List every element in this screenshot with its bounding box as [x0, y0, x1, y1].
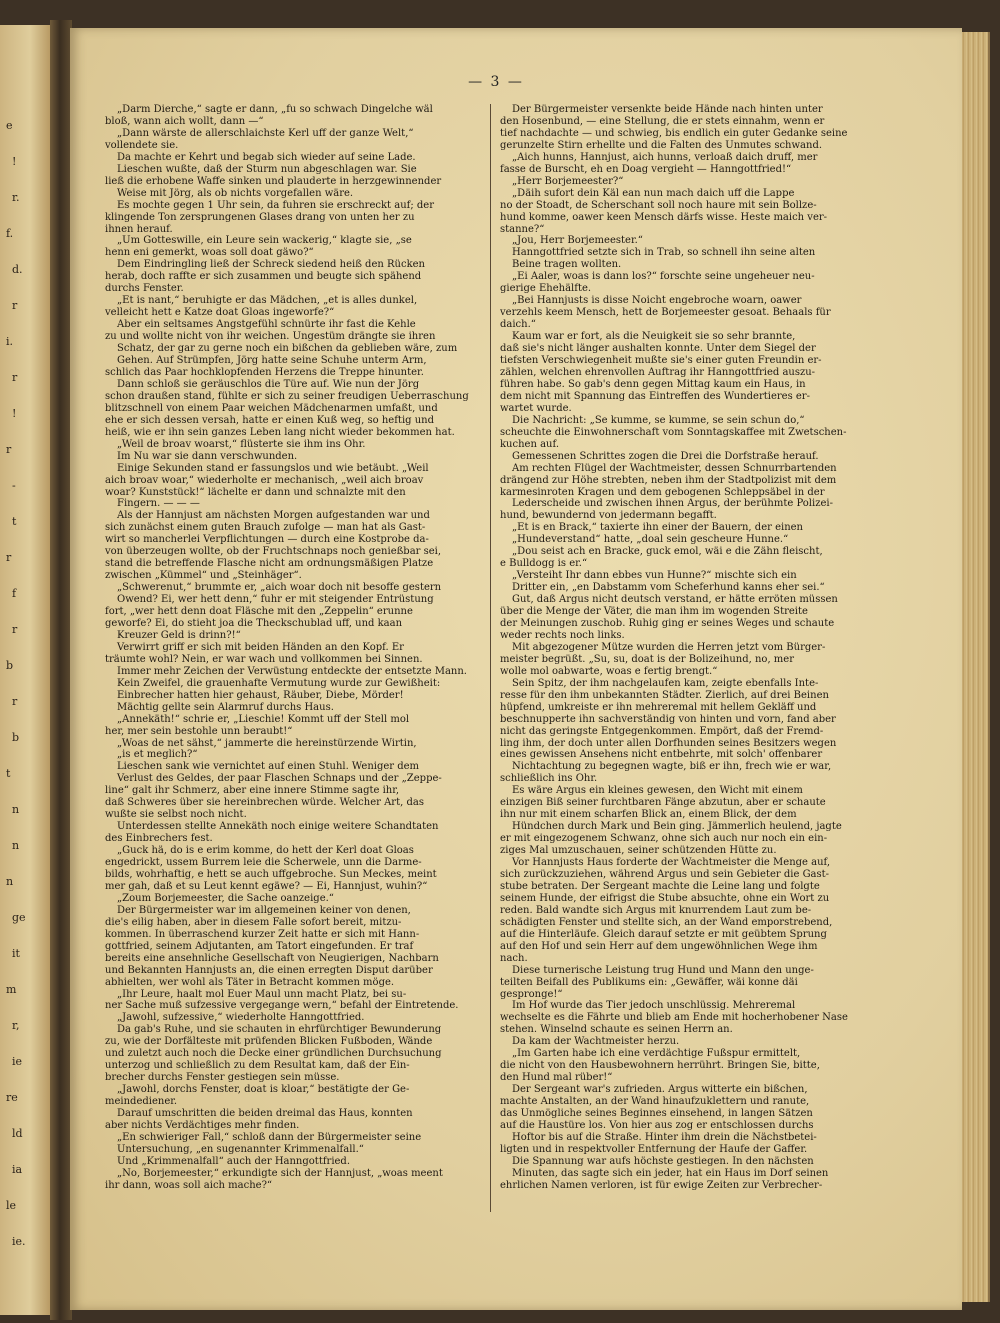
text-line: fort, „wer hett denn doat Fläsche mit den „Zeppelin“ erunne — [105, 606, 413, 618]
margin-fragment: i. — [6, 335, 14, 348]
text-line: zählen, welchen ehrenvollen Auftrag ihr Hanngottfried auszu- — [500, 366, 816, 378]
text-line: wolle mol oabwarte, woas e fertig brengt.“ — [500, 665, 718, 677]
margin-fragment: t — [12, 515, 17, 528]
text-line: ihr dann, woas soll aich mache?“ — [105, 1179, 273, 1191]
margin-fragment: ! — [12, 407, 17, 420]
text-line: „En schwieriger Fall,“ schloß dann der Bürgermeister seine — [117, 1131, 422, 1143]
text-line: no der Stoadt, de Scherschant soll noch haure mit sein Bollze- — [500, 199, 817, 211]
margin-fragment: r. — [12, 191, 20, 204]
text-line: kommen. In überraschend kurzer Zeit hatte er sich mit Hann- — [105, 928, 420, 940]
margin-fragment: re — [6, 1091, 18, 1104]
margin-fragment: it — [12, 947, 20, 960]
text-line: Als der Hannjust am nächsten Morgen aufgestanden war und — [117, 510, 430, 522]
text-line: Dem Eindringling ließ der Schreck siedend heiß den Rücken — [117, 259, 425, 271]
text-line: herab, doch raffte er sich zusammen und beugte sich spähend — [105, 271, 422, 283]
text-line: Einige Sekunden stand er fassungslos und wie betäubt. „Weil — [117, 462, 429, 474]
text-line: Es mochte gegen 1 Uhr sein, da fuhren sie erschreckt auf; der — [117, 199, 434, 211]
text-line: stehen. Winselnd schaute es seinen Herrn an. — [500, 1024, 733, 1036]
page-stack-edges — [960, 32, 990, 1302]
text-line: daß sie's nicht länger aushalten konnte. Unter dem Siegel der — [500, 343, 816, 355]
text-line: Vor Hannjusts Haus forderte der Wachtmeister die Menge auf, — [512, 857, 831, 869]
text-line: „Bei Hannjusts is disse Noicht engebroche woarn, oawer — [512, 295, 802, 307]
text-line: „Zoum Borjemeester, die Sache oanzeige.“ — [117, 892, 334, 904]
text-line: von überzeugen wollte, ob der Fruchtschnaps noch genießbar sei, — [105, 546, 442, 558]
text-line: Untersuchung, „en sugenannter Krimmenalfall.“ — [117, 1143, 364, 1155]
text-line: Minuten, das sagte sich ein jeder, hat ein Haus im Dorf seinen — [512, 1167, 829, 1179]
page-number: — 3 — — [468, 74, 524, 90]
margin-fragment: r — [12, 371, 18, 384]
text-line: bereits eine ansehnliche Gesellschaft von Neugierigen, Nachbarn — [105, 952, 439, 964]
text-line: Schatz, der gar zu gerne noch ein bißchen da geblieben wäre, zum — [117, 343, 458, 355]
text-line: hund komme, oawer keen Mensch därfs wisse. Heste maich ver- — [500, 211, 828, 223]
margin-fragment: ld — [12, 1127, 23, 1140]
text-line: gierige Ehehälfte. — [500, 283, 592, 295]
text-line: mer gah, daß et su Leut kennt egäwe? — Ei, Hannjust, wuhin?“ — [105, 880, 428, 892]
text-line: meister begrüßt. „Su, su, doat is der Bolizeihund, no, mer — [500, 653, 794, 665]
text-line: weder rechts noch links. — [500, 629, 625, 641]
text-line: stand die betreffende Flasche nicht am ordnungsmäßigen Platze — [105, 558, 434, 570]
margin-fragment: ge — [12, 911, 26, 924]
text-line: Im Nu war sie dann verschwunden. — [117, 450, 298, 462]
text-line: zu und wollte nicht von ihr weichen. Ungestüm drängte sie ihren — [105, 331, 436, 343]
margin-fragment: ia — [12, 1163, 23, 1176]
text-line: bloß, wann aich wollt, dann —“ — [105, 115, 264, 127]
text-line: meindediener. — [105, 1096, 178, 1108]
text-line: blitzschnell von einem Paar weichen Mädchenarmen umfaßt, und — [105, 402, 438, 414]
text-line: und Bekannten Hannjusts an, die einen erregten Disput darüber — [105, 964, 433, 976]
text-line: nach. — [500, 952, 528, 964]
text-line: klingende Ton zersprungenen Glases drang von unten her zu — [105, 211, 415, 223]
text-line: zwischen „Kümmel“ und „Steinhäger“. — [105, 570, 302, 582]
text-line: „Darm Dierche,“ sagte er dann, „fu so schwach Dingelche wäl — [117, 104, 433, 115]
text-line: karmesinroten Kragen und dem gebogenen Schleppsäbel in der — [500, 486, 825, 498]
text-line: Diese turnerische Leistung trug Hund und Mann den unge- — [512, 964, 814, 976]
text-line: ziges Mal umzuschauen, seiner schützenden Hütte zu. — [500, 845, 777, 857]
text-line: „Woas de net sähst,“ jammerte die hereinstürzende Wirtin, — [117, 737, 417, 749]
text-line: den Hund mal rüber!“ — [500, 1072, 613, 1084]
text-line: drängend zur Höhe strebten, neben ihm der Stadtpolizist mit dem — [500, 474, 837, 486]
text-line: wirt so mancherlei Verpflichtungen — durch eine Kostprobe da- — [105, 534, 429, 546]
margin-fragment: t — [6, 767, 11, 780]
text-line: Unterdessen stellte Annekäth noch einige weitere Schandtaten — [117, 821, 439, 833]
text-line: führen habe. So gab's denn gegen Mittag kaum ein Haus, in — [500, 378, 806, 390]
text-line: ließ die erhobene Waffe sinken und plauderte in herzgewinnender — [105, 175, 442, 187]
text-line: ehe er sich dessen versah, hatte er einen Kuß weg, so heftig und — [105, 414, 435, 426]
text-line: „Jawohl, sufzessive,“ wiederholte Hanngottfried. — [117, 1012, 365, 1024]
text-line: aich broav woar,“ wiederholte er mechanisch, „weil aich broav — [105, 474, 424, 486]
text-line: line“ galt ihr Schmerz, aber eine innere Stimme sagte ihr, — [105, 785, 400, 797]
text-line: Kaum war er fort, als die Neuigkeit sie so sehr brannte, — [512, 331, 796, 343]
text-line: den Hosenbund, — eine Stellung, die er stets einnahm, wenn er — [500, 115, 825, 127]
text-line: e Bulldogg is er.“ — [500, 558, 588, 570]
text-line: Immer mehr Zeichen der Verwüstung entdeckte der entsetzte Mann. — [117, 665, 467, 677]
text-line: „Ei Aaler, woas is dann los?“ forschte seine ungeheuer neu- — [512, 271, 815, 283]
text-line: schlich das Paar hochklopfenden Herzens die Treppe hinunter. — [105, 366, 424, 378]
text-line: der Meinungen zuschob. Ruhig ging er seines Weges und schaute — [500, 617, 835, 629]
text-line: ling ihm, der doch unter allen Dorfhunden seines Besitzers wegen — [500, 737, 837, 749]
text-line: scheuchte die Einwohnerschaft vom Sonntagskaffee mit Zwetschen- — [500, 426, 847, 438]
text-line: Nichtachtung zu begegnen wagte, biß er ihn, frech wie er war, — [512, 761, 832, 773]
text-line: hund, bewundernd von jedermann begafft. — [500, 510, 717, 522]
margin-fragment: le — [6, 1199, 17, 1212]
text-line: abhielten, wer wohl als Täter in Betracht kommen möge. — [105, 976, 395, 988]
text-line: beschnupperte ihn sachverständig von hinten und vorn, fand aber — [500, 713, 836, 725]
text-line: die nicht von den Hausbewohnern herrührt. Bringen Sie, bitte, — [500, 1060, 820, 1072]
text-line: ehrlichen Namen verloren, ist für ewige Zeiten zur Verbrecher- — [500, 1179, 823, 1191]
text-line: einzigen Biß seiner furchtbaren Fänge abzutun, aber er schaute — [500, 797, 826, 809]
text-line: seinem Hunde, der eifrigst die Stube absuchte, ohne ein Wort zu — [500, 892, 830, 904]
text-line: schließlich ins Ohr. — [500, 773, 598, 785]
text-line: heiß, wie er ihn sein ganzes Leben lang nicht wieder bekommen hat. — [105, 426, 455, 438]
text-line: Hanngottfried setzte sich in Trab, so schnell ihn seine alten — [512, 247, 816, 259]
text-line: Und „Krimmenalfall“ auch der Hanngottfried. — [117, 1155, 351, 1167]
text-line: „Schwerenut,“ brummte er, „aich woar doch nit besoffe gestern — [117, 582, 442, 594]
text-line: die's eilig haben, aber in diesem Falle sofort bereit, mitzu- — [105, 916, 402, 928]
margin-fragment: r — [6, 443, 12, 456]
text-line: Owend? Ei, wer hett denn,“ fuhr er mit steigender Entrüstung — [117, 594, 434, 606]
text-column-left — [105, 104, 478, 1192]
text-line: „Weil de broav woarst,“ flüsterte sie ihm ins Ohr. — [117, 438, 366, 450]
text-line: „Jou, Herr Borjemeester.“ — [512, 235, 643, 247]
text-line: Mächtig gellte sein Alarmruf durchs Haus. — [117, 701, 334, 713]
text-line: auf den Hof und sein Herr auf dem ungewöhnlichen Wege ihm — [500, 940, 818, 952]
margin-fragment: d. — [12, 263, 23, 276]
text-line: Fingern. — — — — [117, 498, 200, 510]
text-line: gespronge!“ — [500, 988, 563, 1000]
text-line: vollendete sie. — [105, 139, 179, 151]
text-line: Kein Zweifel, die grauenhafte Vermutung wurde zur Gewißheit: — [117, 677, 441, 689]
text-line: ligten und in respektvoller Entfernung der Haufe der Gaffer. — [500, 1143, 808, 1155]
text-line: wechselte es die Fährte und blieb am Ende mit hocherhobener Nase — [500, 1012, 848, 1024]
text-line: „Im Garten habe ich eine verdächtige Fußspur ermittelt, — [512, 1048, 801, 1060]
text-line: machte Anstalten, an der Wand hinaufzuklettern und ranute, — [500, 1096, 810, 1108]
text-line: brecher durchs Fenster gestiegen sein müsse. — [105, 1072, 340, 1084]
text-line: geworfe? Ei, do stieht joa die Theckschublad uff, und kaan — [105, 617, 403, 629]
text-column-right — [500, 104, 873, 1192]
book-gutter — [50, 20, 72, 1320]
text-line: Einbrecher hatten hier gehaust, Räuber, Diebe, Mörder! — [117, 689, 404, 701]
text-line: Die Nachricht: „Se kumme, se kumme, se sein schun do,“ — [512, 414, 805, 426]
text-line: Hoftor bis auf die Straße. Hinter ihm drein die Nächstbetei- — [512, 1131, 817, 1143]
text-line: dem nicht mit Spannung das Eintreffen des Wundertieres er- — [500, 390, 810, 402]
text-line: eines gewissen Ansehens nicht entbehrte, mit solch' offenbarer — [500, 749, 823, 761]
text-line: Lieschen wußte, daß der Sturm nun abgeschlagen war. Sie — [117, 163, 417, 175]
text-line: das Unmögliche seines Beginnes einsehend, in langen Sätzen — [500, 1108, 813, 1120]
margin-fragment: r — [12, 299, 18, 312]
text-line: Der Bürgermeister war im allgemeinen keiner von denen, — [117, 904, 411, 916]
margin-fragment: n — [12, 803, 20, 816]
text-line: Darauf umschritten die beiden dreimal das Haus, konnten — [117, 1108, 413, 1120]
text-line: Im Hof wurde das Tier jedoch unschlüssig. Mehreremal — [512, 1000, 796, 1012]
text-line: unterzog und schließlich zu dem Resultat kam, daß der Ein- — [105, 1060, 410, 1072]
text-line: Mit abgezogener Mütze wurden die Herren jetzt vom Bürger- — [512, 641, 826, 653]
margin-fragment: r, — [12, 1019, 20, 1032]
text-line: Beine tragen wollten. — [512, 259, 622, 271]
text-line: schon draußen stand, fühlte er sich zu seiner freudigen Ueberraschung — [105, 390, 469, 402]
text-line: Hündchen durch Mark und Bein ging. Jämmerlich heulend, jagte — [512, 821, 842, 833]
margin-fragment: b — [12, 731, 20, 744]
text-line: träumte wohl? Nein, er war wach und vollkommen bei Sinnen. — [105, 653, 423, 665]
text-line: tief nachdachte — und schwieg, bis endlich ein guter Gedanke seine — [500, 127, 848, 139]
text-line: über die Menge der Väter, die man ihm im wogenden Streite — [500, 606, 808, 618]
text-line: Am rechten Flügel der Wachtmeister, dessen Schnurrbartenden — [512, 462, 837, 474]
text-line: Aber ein seltsames Angstgefühl schnürte ihr fast die Kehle — [117, 319, 416, 331]
margin-fragment: r — [12, 623, 18, 636]
text-line: „Ihr Leure, haalt mol Euer Maul unn macht Platz, bei su- — [117, 988, 407, 1000]
text-line: und zuletzt auch noch die Decke einer gründlichen Durchsuchung — [105, 1048, 442, 1060]
text-line: Dann schloß sie geräuschlos die Türe auf. Wie nun der Jörg — [117, 378, 420, 390]
margin-fragment: - — [12, 479, 16, 492]
text-line: „Jawohl, dorchs Fenster, doat is kloar,“ bestätigte der Ge- — [117, 1084, 410, 1096]
text-line: zu, wie der Dorfälteste mit prüfenden Blicken Fußboden, Wände — [105, 1036, 433, 1048]
previous-page-edge — [0, 25, 50, 1315]
text-line: „Et is nant,“ beruhigte er das Mädchen, „et is alles dunkel, — [117, 295, 418, 307]
text-line: reden. Bald wandte sich Argus mit knurrendem Laut zum be- — [500, 904, 812, 916]
column-divider — [490, 104, 491, 1212]
text-line: Der Sergeant war's zufrieden. Argus witterte ein bißchen, — [512, 1084, 808, 1096]
text-line: er mit eingezogenem Schwanz, ohne sich auch nur noch ein ein- — [500, 833, 828, 845]
text-line: „Versteiht Ihr dann ebbes vun Hunne?“ mischte sich ein — [512, 570, 797, 582]
margin-fragment: n — [6, 875, 14, 888]
text-line: gottfried, seinem Adjutanten, am Tatort eingefunden. Er traf — [105, 940, 414, 952]
margin-fragment: ie. — [12, 1235, 26, 1248]
text-line: sich zurückzuziehen, während Argus und sein Gebieter die Gast- — [500, 869, 830, 880]
text-line: „Dou seist ach en Bracke, guck emol, wäi e die Zähn fleischt, — [512, 546, 823, 558]
margin-fragment: ! — [12, 155, 17, 168]
text-line: wußte sie selbst noch nicht. — [105, 809, 247, 821]
text-line: Verwirrt griff er sich mit beiden Händen an den Kopf. Er — [117, 641, 404, 653]
text-line: teilten Beifall des Publikums ein: „Gewäffer, wäi konne däi — [500, 976, 798, 988]
text-line: „Annekäth!“ schrie er, „Lieschie! Kommt uff der Stell mol — [117, 713, 410, 725]
margin-fragment: f. — [6, 227, 14, 240]
text-line: kuchen auf. — [500, 438, 560, 450]
text-line: „Däih sufort dein Käl ean nun mach daich uff die Lappe — [512, 187, 795, 199]
margin-fragment: r — [6, 551, 12, 564]
text-line: daich.“ — [500, 319, 536, 331]
text-line: Lederscheide und zwischen ihnen Argus, der berühmte Polizei- — [512, 498, 833, 510]
text-line: engedrickt, ussem Burrem leie die Scherwele, unn die Darme- — [105, 857, 422, 869]
text-line: auf die Hinterläufe. Gleich darauf setzte er mit geübtem Sprung — [500, 928, 827, 940]
text-line: stube betraten. Der Sergeant machte die Leine lang und folgte — [500, 880, 820, 892]
text-line: durchs Fenster. — [105, 283, 184, 295]
text-line: Kreuzer Geld is drinn?!“ — [117, 629, 241, 641]
text-line: gerunzelte Stirn erhellte und die Falten des Unmutes schwand. — [500, 139, 823, 151]
text-line: bilds, wohrhaftig, e hett se auch uffgebroche. Sun Meckes, meint — [105, 869, 437, 880]
text-line: daß Schweres über sie hereinbrechen würde. Welcher Art, das — [105, 797, 424, 809]
text-line: nicht das geringste Entgegenkommen. Empört, daß der Fremd- — [500, 725, 824, 737]
text-line: her, mer sein bestohle unn beraubt!“ — [105, 725, 293, 737]
text-line: stanne?“ — [500, 223, 545, 235]
margin-fragment: b — [6, 659, 14, 672]
text-line: Da machte er Kehrt und begab sich wieder auf seine Lade. — [117, 151, 416, 163]
text-line: velleicht hett e Katze doat Gloas ingeworfe?“ — [105, 307, 335, 319]
text-line: „Guck hä, do is e erim komme, do hett der Kerl doat Gloas — [117, 845, 414, 857]
text-line: auf die Haustüre los. Von hier aus zog er entschlossen durchs — [500, 1120, 814, 1132]
text-line: fasse de Burscht, eh en Doag vergieht — Hanngottfried!“ — [500, 163, 792, 175]
text-line: Lieschen sank wie vernichtet auf einen Stuhl. Weniger dem — [117, 761, 420, 773]
margin-fragment: f — [12, 587, 17, 600]
text-line: verzehls keem Mensch, hett de Borjemeester gesoat. Behaals für — [500, 307, 831, 319]
text-line: henn eni gemerkt, woas soll doat gäwo?“ — [105, 247, 314, 259]
text-line: Sein Spitz, der ihm nachgelaufen kam, zeigte ebenfalls Inte- — [512, 677, 819, 689]
margin-fragment: r — [12, 695, 18, 708]
text-line: „Herr Borjemeester?“ — [512, 175, 624, 187]
text-line: „Et is en Brack,“ taxierte ihn einer der Bauern, der einen — [512, 522, 803, 534]
text-line: „No, Borjemeester,“ erkundigte sich der Hannjust, „woas meent — [117, 1167, 443, 1179]
text-line: Gemessenen Schrittes zogen die Drei die Dorfstraße herauf. — [512, 450, 819, 462]
text-line: Der Bürgermeister versenkte beide Hände nach hinten unter — [512, 104, 823, 115]
text-line: sich zunächst einem guten Brauch zufolge — man hat als Gast- — [105, 522, 426, 534]
text-line: Weise mit Jörg, als ob nichts vorgefallen wäre. — [117, 187, 354, 199]
text-line: Da kam der Wachtmeister herzu. — [512, 1036, 680, 1048]
text-line: woar? Kunststück!“ lächelte er dann und schnalzte mit den — [105, 486, 406, 498]
text-line: Es wäre Argus ein kleines gewesen, den Wicht mit einem — [512, 785, 803, 797]
margin-fragment: m — [6, 983, 17, 996]
text-line: wartet wurde. — [500, 402, 572, 414]
text-line: ner Sache muß sufzessive vergegange wern,“ befahl der Eintretende. — [105, 1000, 459, 1012]
text-line: Da gab's Ruhe, und sie schauten in ehrfürchtiger Bewunderung — [117, 1024, 442, 1036]
text-line: „Hundeverstand“ hatte, „doal sein gescheure Hunne.“ — [512, 534, 789, 546]
text-line: „is et meglich?“ — [117, 749, 198, 761]
text-line: resse für den ihm unbekannten Städter. Zierlich, auf drei Beinen — [500, 689, 829, 701]
text-line: Gut, daß Argus nicht deutsch verstand, er hätte erröten müssen — [512, 594, 838, 606]
margin-fragment: e — [6, 119, 13, 132]
text-line: aber nichts Verdächtiges mehr finden. — [105, 1120, 300, 1132]
text-line: „Um Gotteswille, ein Leure sein wackerig,“ klagte sie, „se — [117, 235, 412, 247]
text-line: ihn nur mit einem scharfen Blick an, einem Blick, der dem — [500, 809, 797, 821]
text-line: Dritter ein, „en Dabstamm vom Scheferhund kanns eher sei.“ — [512, 582, 825, 594]
text-line: schädigten Fenster und stellte sich, an der Wand emporstrebend, — [500, 916, 833, 928]
margin-fragment: n — [12, 839, 20, 852]
text-line: Gehen. Auf Strümpfen, Jörg hatte seine Schuhe unterm Arm, — [117, 355, 427, 367]
margin-fragment: ie — [12, 1055, 23, 1068]
text-line: „Aich hunns, Hannjust, aich hunns, verloaß daich druff, mer — [512, 151, 818, 163]
text-line: hüpfend, umkreiste er ihn mehreremal mit hellem Gekläff und — [500, 701, 817, 713]
text-line: „Dann wärste de allerschlaichste Kerl uff der ganze Welt,“ — [117, 127, 414, 139]
text-line: ihnen herauf. — [105, 223, 173, 235]
text-line: des Einbrechers fest. — [105, 833, 213, 845]
text-line: tiefsten Verschwiegenheit mußte sie's einer guten Freundin er- — [500, 355, 822, 367]
text-line: Die Spannung war aufs höchste gestiegen. In den nächsten — [512, 1155, 814, 1167]
text-line: Verlust des Geldes, der paar Flaschen Schnaps und der „Zeppe- — [117, 773, 442, 785]
